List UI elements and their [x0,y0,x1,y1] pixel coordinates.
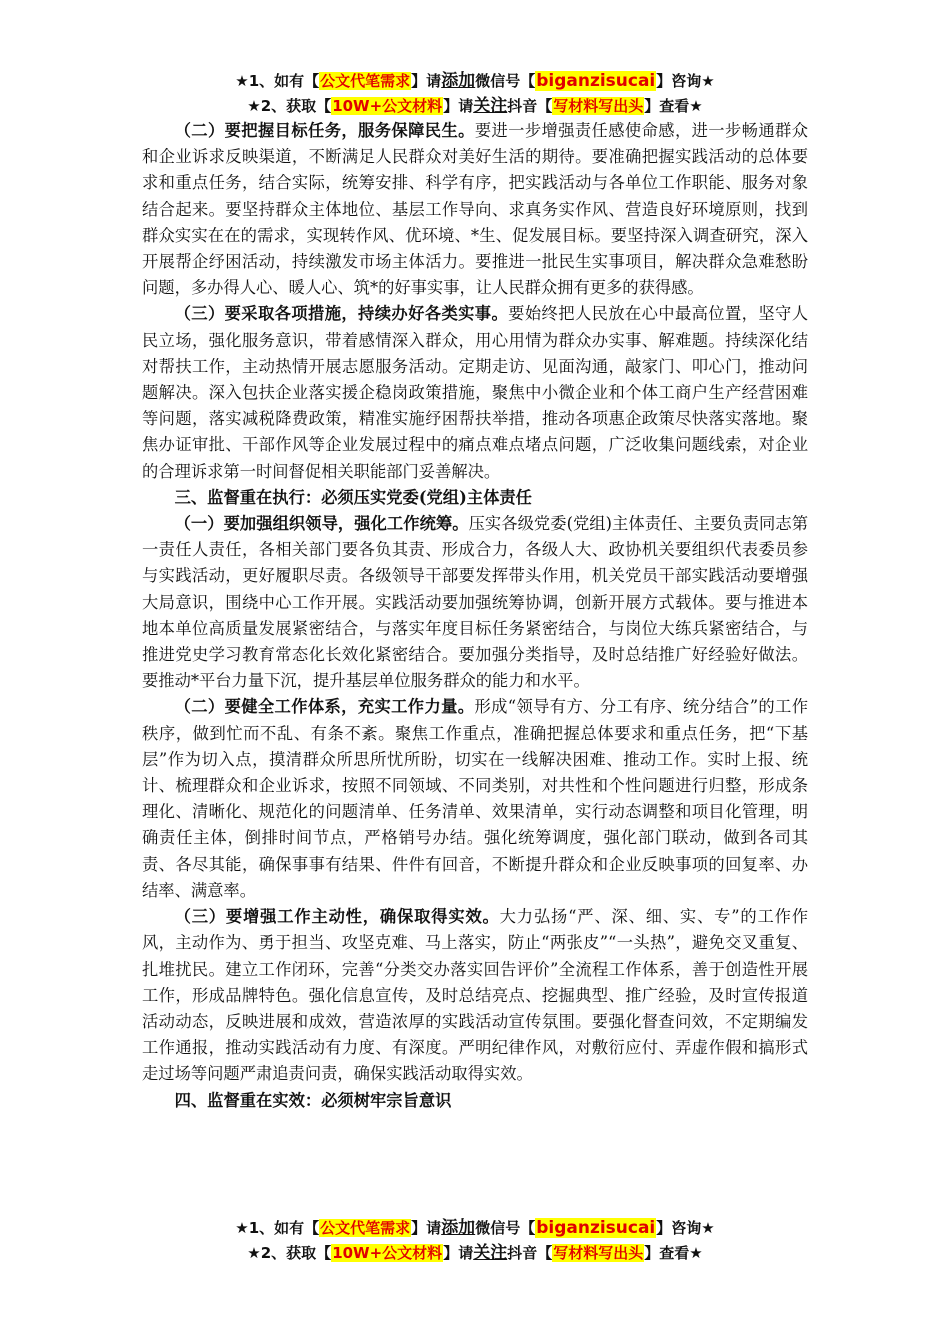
promo-text: 微信号【 [475,1219,536,1237]
promo-text: 】咨询★ [656,1219,715,1237]
promo-highlight: 10W+公文材料 [332,1244,443,1262]
promo-highlight: 公文代笔需求 [320,72,411,90]
promo-line-1 [0,71,950,91]
paragraph [142,904,808,1087]
promo-text: 】请 [411,1219,442,1237]
paragraph [142,301,808,484]
paragraph-title: （二）要健全工作体系，充实工作力量。 [174,697,475,717]
promo-douyin-id: 写材料写出头 [553,1244,644,1262]
paragraph [142,511,808,694]
promo-text: 】查看★ [644,97,703,115]
promo-emphasis: 添加 [441,71,476,91]
paragraph-text: 大力弘扬“严、深、细、实、专”的工作作风，主动作为、勇于担当、攻坚克难、马上落实，防止“两张皮”“一头热”，避免交叉重复、扎堆扰民。建立工作闭环，完善“分类交办落实回告评价”全流程工作体系，善于创造性开展工作，形成品牌特色。强化信息宣传，及时总结亮点、挖掘典型、推广经验，及时宣传报道活动动态，反映进展和成效，营造浓厚的实践活动宣传氛围。要强化督查问效，不定期编发工作通报，推动实践活动有力度、有深度。严明纪律作风，对敷衍应付、弄虚作假和搞形式走过场等问题严肃追责问责，确保实践活动取得实效。 [142,907,808,1084]
promo-text: 】请 [443,97,474,115]
paragraph-title: （二）要把握目标任务，服务保障民生。 [174,121,475,140]
paragraph-text: 要始终把人民放在心中最高位置，坚守人民立场，强化服务意识，带着感情深入群众，用心用情为群众办实事、解难题。持续深化结对帮扶工作，主动热情开展志愿服务活动。定期走访、见面沟通，敲家门、叩心门，推动问题解决。深入包扶企业落实援企稳岗政策措施，聚焦中小微企业和个体工商户生产经营困难等问题，落实减税降费政策，精准实施纾困帮扶举措，推动各项惠企政策尽快落实落地。聚焦办证审批、干部作风等企业发展过程中的痛点难点堵点问题，广泛收集问题线索，对企业的合理诉求第一时间督促相关职能部门妥善解决。 [142,304,808,481]
promo-wechat-id: biganzisucai [536,71,656,91]
promo-highlight: 公文代笔需求 [320,1219,411,1237]
promo-text: 】请 [443,1244,474,1262]
promo-text: 】请 [411,72,442,90]
section-heading: 三、监督重在执行：必须压实党委(党组)主体责任 [174,487,532,507]
paragraph-title: （三）要采取各项措施，持续办好各类实事。 [174,304,509,324]
paragraph [142,118,808,301]
section-heading: 四、监督重在实效：必须树牢宗旨意识 [174,1090,452,1110]
promo-emphasis: 关注 [473,96,508,116]
promo-text: ★1、如有【 [235,1219,320,1237]
paragraph-title: （三）要增强工作主动性，确保取得实效。 [174,907,500,927]
promo-line-2 [0,96,950,116]
paragraph-text: 形成“领导有方、分工有序、统分结合”的工作秩序，做到忙而不乱、有条不紊。聚焦工作重点，准确把握总体要求和重点任务，把“下基层”作为切入点，摸清群众所思所忧所盼，切实在一线解决困难、推动工作。实时上报、统计、梳理群众和企业诉求，按照不同领域、不同类别，对共性和个性问题进行归整，形成条理化、清晰化、规范化的问题清单、任务清单、效果清单，实行动态调整和项目化管理，明确责任主体，倒排时间节点，严格销号办结。强化统筹调度，强化部门联动，做到各司其责、各尽其能，确保事事有结果、件件有回音，不断提升群众和企业反映事项的回复率、办结率、满意率。 [142,697,808,900]
promo-text: ★2、获取【 [247,1244,332,1262]
paragraph-text: 压实各级党委(党组)主体责任、主要负责同志第一责任人责任，各相关部门要各负其责、形成合力，各级人大、政协机关要组织代表委员参与实践活动，更好履职尽责。各级领导干部要发挥带头作用，机关党员干部实践活动要增强大局意识，围绕中心工作开展。实践活动要加强统筹协调，创新开展方式载体。要与推进本地本单位高质量发展紧密结合，与落实年度目标任务紧密结合，与岗位大练兵紧密结合，与推进党史学习教育常态化长效化紧密结合。要加强分类指导，及时总结推广好经验好做法。要推动*平台力量下沉，提升基层单位服务群众的能力和水平。 [142,514,808,691]
promo-text: 微信号【 [475,72,536,90]
promo-text: ★1、如有【 [235,72,320,90]
promo-wechat-id: biganzisucai [536,1218,656,1238]
promo-text: 】咨询★ [656,72,715,90]
promo-line-2-bottom [0,1243,950,1263]
promo-highlight: 10W+公文材料 [332,97,443,115]
paragraph [142,694,808,904]
promo-text: 抖音【 [507,97,553,115]
promo-text: 】查看★ [644,1244,703,1262]
promo-emphasis: 添加 [441,1218,476,1238]
promo-text: ★2、获取【 [247,97,332,115]
paragraph-title: （一）要加强组织领导，强化工作统筹。 [174,514,469,534]
promo-line-1-bottom [0,1218,950,1238]
promo-douyin-id: 写材料写出头 [553,97,644,115]
paragraph-text: 要进一步增强责任感使命感，进一步畅通群众和企业诉求反映渠道，不断满足人民群众对美好生活的期待。要准确把握实践活动的总体要求和重点任务，结合实际，统筹安排、科学有序，把实践活动与各单位工作职能、服务对象结合起来。要坚持群众主体地位、基层工作导向、求真务实作风、营造良好环境原则，找到群众实实在在的需求，实现转作风、优环境、*生、促发展目标。要坚持深入调查研究，深入开展帮企纾困活动，持续激发市场主体活力。要推进一批民生实事项目，解决群众急难愁盼问题，多办得人心、暖人心、筑*的好事实事，让人民群众拥有更多的获得感。 [142,121,808,298]
promo-emphasis: 关注 [473,1243,508,1263]
promo-text: 抖音【 [507,1244,553,1262]
document-body [142,118,808,1114]
